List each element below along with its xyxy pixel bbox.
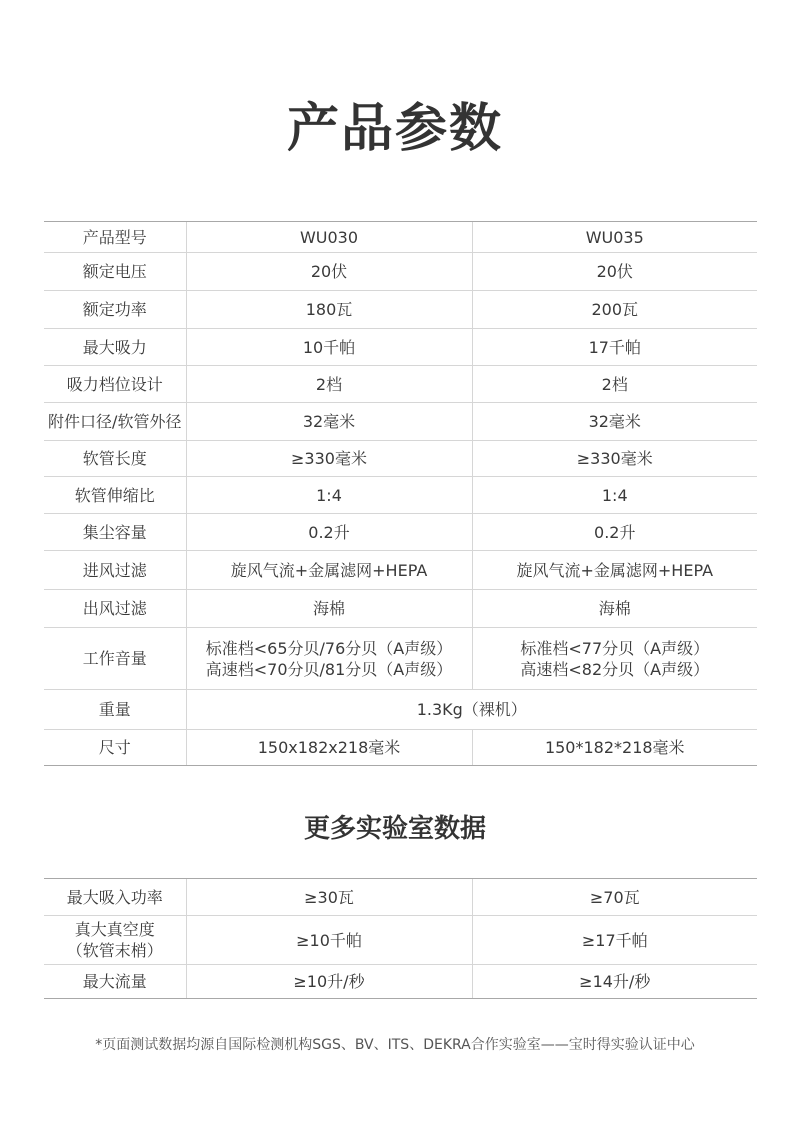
row-label: 最大流量 — [44, 965, 186, 999]
row-label: 重量 — [44, 690, 186, 730]
cell-model-a: 1:4 — [186, 477, 472, 514]
cell-model-a: ≥10千帕 — [186, 916, 472, 965]
cell-model-a: ≥330毫米 — [186, 441, 472, 477]
row-label-line: （软管末梢） — [66, 941, 163, 960]
cell-model-a: ≥10升/秒 — [186, 965, 472, 999]
cell-model-b — [472, 628, 757, 690]
section-title: 更多实验室数据 — [303, 814, 486, 844]
cell-model-a: 10千帕 — [186, 329, 472, 366]
table-row — [44, 590, 757, 628]
table-row — [44, 253, 757, 291]
table-row — [44, 477, 757, 514]
cell-model-b: 200瓦 — [472, 291, 757, 329]
cell-model-a: 150x182x218毫米 — [186, 730, 472, 766]
cell-model-b: ≥14升/秒 — [472, 965, 757, 999]
row-label: 出风过滤 — [44, 590, 186, 628]
table-row — [44, 514, 757, 551]
table-row — [44, 291, 757, 329]
cell-model-a: 20伏 — [186, 253, 472, 291]
table-row — [44, 965, 757, 999]
noise-standard-b: 标准档<77分贝（A声级） — [520, 638, 710, 658]
row-label: 额定电压 — [44, 253, 186, 291]
table-row — [44, 730, 757, 766]
cell-model-b: ≥70瓦 — [472, 879, 757, 916]
table-row — [44, 690, 757, 730]
row-label: 工作音量 — [44, 628, 186, 690]
cell-model-b: 150*182*218毫米 — [472, 730, 757, 766]
row-label-line: 真大真空度 — [74, 920, 155, 939]
row-label — [44, 916, 186, 965]
table-row — [44, 551, 757, 590]
row-label: 进风过滤 — [44, 551, 186, 590]
cell-model-a: ≥30瓦 — [186, 879, 472, 916]
cell-model-b: 旋风气流+金属滤网+HEPA — [472, 551, 757, 590]
cell-model-b: ≥17千帕 — [472, 916, 757, 965]
cell-model-b: 32毫米 — [472, 403, 757, 441]
table-row — [44, 403, 757, 441]
cell-model-a: 2档 — [186, 366, 472, 403]
header-label: 产品型号 — [44, 222, 186, 253]
table-row — [44, 329, 757, 366]
cell-model-b: 海棉 — [472, 590, 757, 628]
cell-model-a: 0.2升 — [186, 514, 472, 551]
table-row — [44, 916, 757, 965]
lab-table — [44, 878, 757, 999]
spec-table — [44, 221, 757, 766]
table-row — [44, 366, 757, 403]
row-label: 尺寸 — [44, 730, 186, 766]
page-title: 产品参数 — [286, 99, 503, 159]
row-label: 附件口径/软管外径 — [44, 403, 186, 441]
noise-standard-a: 标准档<65分贝/76分贝（A声级） — [205, 638, 453, 658]
cell-model-b: 20伏 — [472, 253, 757, 291]
cell-weight: 1.3Kg（裸机） — [186, 690, 757, 730]
cell-model-a: 32毫米 — [186, 403, 472, 441]
footnote: *页面测试数据均源自国际检测机构SGS、BV、ITS、DEKRA合作实验室——宝时得实验认证中心 — [95, 1037, 695, 1053]
table-row — [44, 879, 757, 916]
row-label: 最大吸力 — [44, 329, 186, 366]
table-row — [44, 628, 757, 690]
header-model-a: WU030 — [186, 222, 472, 253]
header-model-b: WU035 — [472, 222, 757, 253]
row-label: 吸力档位设计 — [44, 366, 186, 403]
table-row — [44, 222, 757, 253]
cell-model-b: 0.2升 — [472, 514, 757, 551]
cell-model-a: 旋风气流+金属滤网+HEPA — [186, 551, 472, 590]
noise-high-a: 高速档<70分贝/81分贝（A声级） — [205, 659, 453, 679]
row-label: 最大吸入功率 — [44, 879, 186, 916]
cell-model-b: ≥330毫米 — [472, 441, 757, 477]
cell-model-a: 180瓦 — [186, 291, 472, 329]
row-label: 软管伸缩比 — [44, 477, 186, 514]
table-row — [44, 441, 757, 477]
noise-high-b: 高速档<82分贝（A声级） — [520, 659, 710, 679]
cell-model-b: 17千帕 — [472, 329, 757, 366]
row-label: 集尘容量 — [44, 514, 186, 551]
cell-model-b: 2档 — [472, 366, 757, 403]
cell-model-b: 1:4 — [472, 477, 757, 514]
cell-model-a — [186, 628, 472, 690]
row-label: 软管长度 — [44, 441, 186, 477]
row-label: 额定功率 — [44, 291, 186, 329]
cell-model-a: 海棉 — [186, 590, 472, 628]
